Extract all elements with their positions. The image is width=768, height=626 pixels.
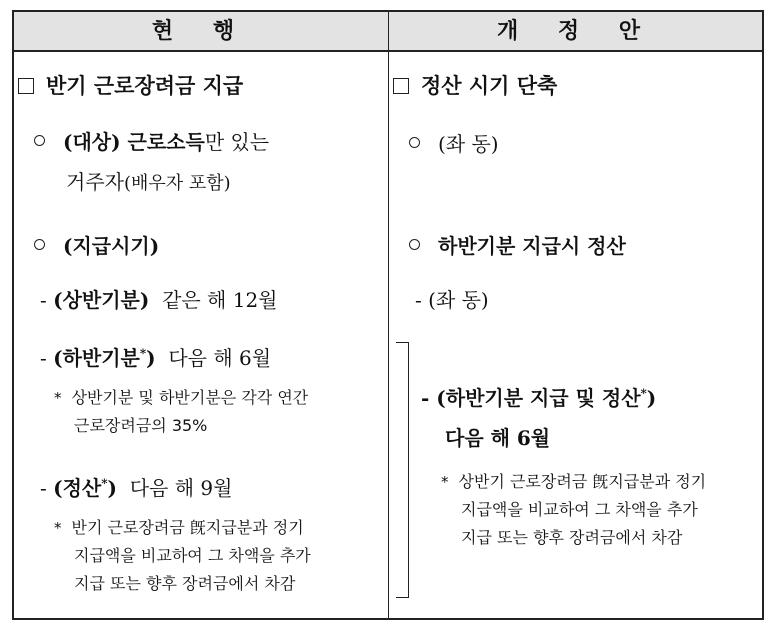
proposal-column [389, 52, 764, 618]
left-first-half: - (상반기분) 같은 해 12월 [40, 288, 278, 312]
right-combined-value: 다음 해 6월 [445, 426, 551, 450]
left-note1: * 상반기분 및 하반기분은 각각 연간 근로장려금의 35% [54, 388, 309, 435]
right-first-half-same: - (좌 동) [415, 288, 489, 312]
left-target-line2: 거주자(배우자 포함) [66, 170, 231, 194]
right-settle-title: 하반기분 지급시 정산 [409, 230, 626, 259]
left-settle: - (정산*) 다음 해 9월 [40, 476, 233, 500]
current-column [14, 52, 388, 618]
right-combined: - (하반기분 지급 및 정산*) [421, 386, 657, 410]
header-current: 현 행 [151, 18, 251, 44]
circle-bullet-icon [34, 135, 45, 146]
header-proposal: 개 정 안 [496, 18, 657, 44]
left-timing-title: (지급시기) [34, 230, 159, 259]
circle-bullet-icon [409, 239, 420, 250]
checkbox-square-icon [393, 78, 409, 94]
comparison-table [12, 10, 764, 620]
left-section-title: 반기 근로장려금 지급 [18, 70, 243, 100]
right-section-title: 정산 시기 단축 [393, 70, 557, 100]
right-note: * 상반기 근로장려금 旣지급분과 정기 지급액을 비교하여 그 차액을 추가 지급 또는 향후 장려금에서 차감 [441, 472, 707, 547]
checkbox-square-icon [18, 78, 34, 94]
left-note2: * 반기 근로장려금 旣지급분과 정기 지급액을 비교하여 그 차액을 추가 지급 또는 향후 장려금에서 차감 [54, 518, 311, 593]
left-target-item: (대상) 근로소득만 있는 [34, 126, 269, 155]
circle-bullet-icon [34, 239, 45, 250]
circle-bullet-icon [409, 137, 420, 148]
left-second-half: - (하반기분*) 다음 해 6월 [40, 346, 272, 370]
right-target-same: (좌 동) [409, 128, 499, 157]
